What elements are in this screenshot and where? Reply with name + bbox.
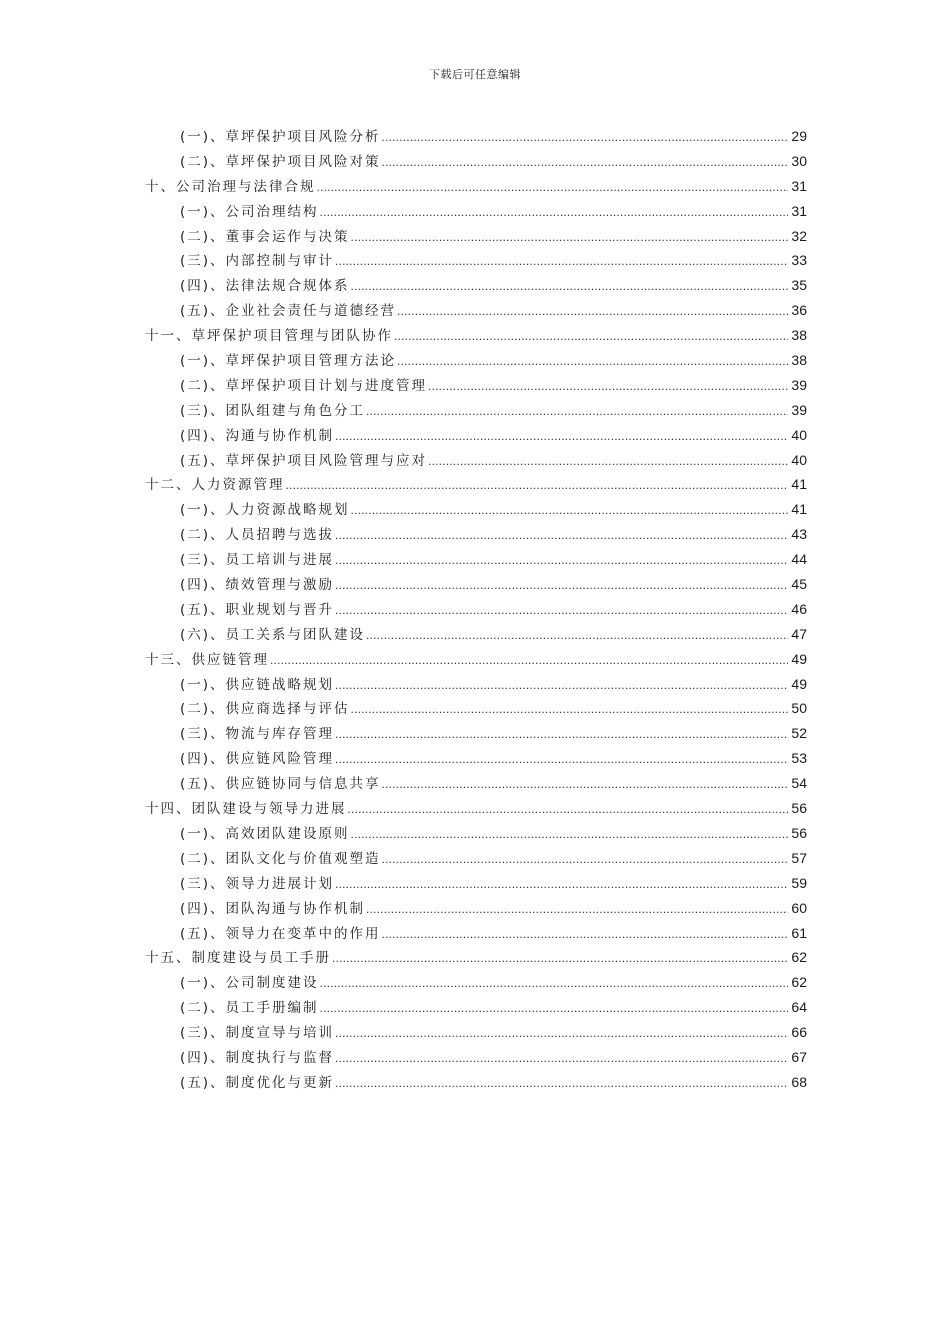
toc-entry-title: 十一、草坪保护项目管理与团队协作 bbox=[145, 328, 393, 345]
toc-page-number: 68 bbox=[791, 1073, 807, 1090]
toc-section-entry[interactable] bbox=[145, 1070, 807, 1095]
toc-page-number: 62 bbox=[791, 974, 807, 991]
toc-dot-leader bbox=[332, 946, 788, 971]
toc-dot-leader bbox=[335, 673, 788, 698]
toc-page-number: 41 bbox=[791, 476, 807, 493]
toc-page-number: 30 bbox=[791, 152, 807, 169]
toc-dot-leader bbox=[317, 175, 789, 200]
toc-entry-title: (二)、员工手册编制 bbox=[180, 1000, 319, 1017]
toc-page-number: 40 bbox=[791, 451, 807, 468]
toc-dot-leader bbox=[335, 1071, 788, 1096]
table-of-contents bbox=[145, 124, 807, 1095]
toc-dot-leader bbox=[320, 200, 788, 225]
toc-page-number: 66 bbox=[791, 1024, 807, 1041]
toc-page-number: 33 bbox=[791, 252, 807, 269]
toc-section-entry[interactable] bbox=[145, 672, 807, 697]
toc-page-number: 49 bbox=[791, 650, 807, 667]
toc-dot-leader bbox=[335, 1046, 788, 1071]
toc-section-entry[interactable] bbox=[145, 1045, 807, 1070]
toc-page-number: 47 bbox=[791, 625, 807, 642]
toc-dot-leader bbox=[382, 125, 788, 150]
toc-page-number: 50 bbox=[791, 700, 807, 717]
toc-section-entry[interactable] bbox=[145, 970, 807, 995]
toc-dot-leader bbox=[366, 897, 788, 922]
toc-dot-leader bbox=[335, 872, 788, 897]
toc-dot-leader bbox=[335, 598, 788, 623]
toc-dot-leader bbox=[335, 722, 788, 747]
toc-dot-leader bbox=[394, 324, 788, 349]
toc-entry-title: 十四、团队建设与领导力进展 bbox=[145, 801, 347, 818]
toc-dot-leader bbox=[320, 996, 788, 1021]
toc-dot-leader bbox=[382, 922, 788, 947]
toc-entry-title: (一)、人力资源战略规划 bbox=[180, 502, 350, 519]
toc-section-entry[interactable] bbox=[145, 448, 807, 473]
toc-entry-title: (五)、职业规划与晋升 bbox=[180, 601, 335, 618]
toc-entry-title: (四)、制度执行与监督 bbox=[180, 1049, 335, 1066]
toc-entry-title: (五)、制度优化与更新 bbox=[180, 1074, 335, 1091]
toc-page-number: 31 bbox=[791, 177, 807, 194]
toc-page-number: 46 bbox=[791, 600, 807, 617]
toc-page-number: 52 bbox=[791, 725, 807, 742]
toc-dot-leader bbox=[335, 249, 788, 274]
toc-section-entry[interactable] bbox=[145, 622, 807, 647]
toc-entry-title: (四)、法律法规合规体系 bbox=[180, 278, 350, 295]
toc-entry-title: (五)、供应链协同与信息共享 bbox=[180, 776, 381, 793]
toc-page-number: 32 bbox=[791, 227, 807, 244]
toc-page-number: 39 bbox=[791, 401, 807, 418]
toc-page-number: 60 bbox=[791, 899, 807, 916]
toc-dot-leader bbox=[428, 374, 788, 399]
toc-entry-title: (三)、领导力进展计划 bbox=[180, 875, 335, 892]
toc-entry-title: (四)、沟通与协作机制 bbox=[180, 427, 335, 444]
toc-page-number: 35 bbox=[791, 277, 807, 294]
toc-section-entry[interactable] bbox=[145, 522, 807, 547]
toc-dot-leader bbox=[382, 150, 788, 175]
toc-section-entry[interactable] bbox=[145, 746, 807, 771]
toc-section-entry[interactable] bbox=[145, 124, 807, 149]
toc-entry-title: (一)、高效团队建设原则 bbox=[180, 825, 350, 842]
toc-page-number: 31 bbox=[791, 202, 807, 219]
toc-chapter-entry[interactable] bbox=[145, 647, 807, 672]
toc-page-number: 44 bbox=[791, 551, 807, 568]
toc-dot-leader bbox=[335, 1021, 788, 1046]
toc-dot-leader bbox=[397, 299, 788, 324]
toc-entry-title: (一)、供应链战略规划 bbox=[180, 676, 335, 693]
toc-page-number: 40 bbox=[791, 426, 807, 443]
toc-section-entry[interactable] bbox=[145, 846, 807, 871]
toc-entry-title: 十二、人力资源管理 bbox=[145, 477, 285, 494]
toc-section-entry[interactable] bbox=[145, 224, 807, 249]
toc-section-entry[interactable] bbox=[145, 572, 807, 597]
toc-section-entry[interactable] bbox=[145, 273, 807, 298]
toc-page-number: 67 bbox=[791, 1048, 807, 1065]
toc-entry-title: (一)、公司治理结构 bbox=[180, 203, 319, 220]
toc-page-number: 56 bbox=[791, 800, 807, 817]
toc-dot-leader bbox=[351, 697, 788, 722]
toc-entry-title: (三)、员工培训与进展 bbox=[180, 552, 335, 569]
toc-page-number: 57 bbox=[791, 849, 807, 866]
toc-chapter-entry[interactable] bbox=[145, 945, 807, 970]
toc-entry-title: (五)、草坪保护项目风险管理与应对 bbox=[180, 452, 428, 469]
toc-page-number: 64 bbox=[791, 999, 807, 1016]
toc-dot-leader bbox=[366, 623, 788, 648]
toc-dot-leader bbox=[335, 548, 788, 573]
toc-section-entry[interactable] bbox=[145, 348, 807, 373]
toc-page-number: 45 bbox=[791, 576, 807, 593]
toc-entry-title: (一)、草坪保护项目管理方法论 bbox=[180, 353, 397, 370]
toc-entry-title: (一)、草坪保护项目风险分析 bbox=[180, 129, 381, 145]
toc-entry-title: (二)、供应商选择与评估 bbox=[180, 701, 350, 718]
toc-page-number: 43 bbox=[791, 526, 807, 543]
toc-entry-title: (四)、绩效管理与激励 bbox=[180, 577, 335, 594]
toc-dot-leader bbox=[320, 971, 788, 996]
toc-dot-leader bbox=[351, 822, 788, 847]
toc-chapter-entry[interactable] bbox=[145, 796, 807, 821]
toc-section-entry[interactable] bbox=[145, 921, 807, 946]
toc-entry-title: (五)、企业社会责任与道德经营 bbox=[180, 303, 397, 320]
toc-entry-title: (四)、团队沟通与协作机制 bbox=[180, 900, 366, 917]
toc-dot-leader bbox=[382, 772, 788, 797]
toc-entry-title: (三)、团队组建与角色分工 bbox=[180, 402, 366, 419]
toc-page-number: 29 bbox=[791, 128, 807, 144]
toc-section-entry[interactable] bbox=[145, 373, 807, 398]
toc-entry-title: (三)、内部控制与审计 bbox=[180, 253, 335, 270]
toc-section-entry[interactable] bbox=[145, 696, 807, 721]
toc-section-entry[interactable] bbox=[145, 423, 807, 448]
toc-section-entry[interactable] bbox=[145, 199, 807, 224]
toc-section-entry[interactable] bbox=[145, 896, 807, 921]
toc-entry-title: (三)、物流与库存管理 bbox=[180, 726, 335, 743]
toc-dot-leader bbox=[351, 274, 788, 299]
toc-section-entry[interactable] bbox=[145, 721, 807, 746]
toc-page-number: 62 bbox=[791, 949, 807, 966]
toc-entry-title: (六)、员工关系与团队建设 bbox=[180, 626, 366, 643]
toc-entry-title: (二)、人员招聘与选拔 bbox=[180, 527, 335, 544]
toc-section-entry[interactable] bbox=[145, 149, 807, 174]
toc-section-entry[interactable] bbox=[145, 1020, 807, 1045]
toc-section-entry[interactable] bbox=[145, 597, 807, 622]
toc-page-number: 61 bbox=[791, 924, 807, 941]
toc-section-entry[interactable] bbox=[145, 821, 807, 846]
toc-section-entry[interactable] bbox=[145, 771, 807, 796]
toc-page-number: 49 bbox=[791, 675, 807, 692]
toc-page-number: 41 bbox=[791, 501, 807, 518]
toc-dot-leader bbox=[335, 573, 788, 598]
toc-page-number: 54 bbox=[791, 775, 807, 792]
toc-entry-title: 十、公司治理与法律合规 bbox=[145, 178, 316, 195]
toc-section-entry[interactable] bbox=[145, 547, 807, 572]
toc-entry-title: (二)、团队文化与价值观塑造 bbox=[180, 850, 381, 867]
toc-dot-leader bbox=[351, 225, 788, 250]
toc-section-entry[interactable] bbox=[145, 995, 807, 1020]
toc-section-entry[interactable] bbox=[145, 248, 807, 273]
toc-chapter-entry[interactable] bbox=[145, 472, 807, 497]
toc-section-entry[interactable] bbox=[145, 497, 807, 522]
toc-page-number: 36 bbox=[791, 302, 807, 319]
toc-page-number: 53 bbox=[791, 750, 807, 767]
toc-dot-leader bbox=[335, 747, 788, 772]
toc-entry-title: (三)、制度宣导与培训 bbox=[180, 1025, 335, 1042]
toc-entry-title: (四)、供应链风险管理 bbox=[180, 751, 335, 768]
toc-dot-leader bbox=[348, 797, 789, 822]
toc-dot-leader bbox=[351, 498, 788, 523]
toc-page-number: 39 bbox=[791, 376, 807, 393]
toc-entry-title: (二)、董事会运作与决策 bbox=[180, 228, 350, 245]
toc-dot-leader bbox=[286, 473, 789, 498]
toc-dot-leader bbox=[382, 847, 788, 872]
toc-page-number: 38 bbox=[791, 352, 807, 369]
toc-section-entry[interactable] bbox=[145, 398, 807, 423]
toc-entry-title: 十三、供应链管理 bbox=[145, 651, 269, 668]
page-header: 下载后可任意编辑 bbox=[429, 68, 521, 81]
toc-dot-leader bbox=[397, 349, 788, 374]
toc-entry-title: (一)、公司制度建设 bbox=[180, 975, 319, 992]
toc-entry-title: 十五、制度建设与员工手册 bbox=[145, 950, 331, 967]
toc-dot-leader bbox=[366, 399, 788, 424]
toc-section-entry[interactable] bbox=[145, 298, 807, 323]
toc-page-number: 38 bbox=[791, 327, 807, 344]
toc-chapter-entry[interactable] bbox=[145, 174, 807, 199]
toc-dot-leader bbox=[335, 523, 788, 548]
toc-page-number: 56 bbox=[791, 824, 807, 841]
toc-entry-title: (二)、草坪保护项目计划与进度管理 bbox=[180, 377, 428, 394]
toc-dot-leader bbox=[428, 449, 788, 474]
toc-entry-title: (五)、领导力在变革中的作用 bbox=[180, 925, 381, 942]
toc-dot-leader bbox=[335, 424, 788, 449]
toc-dot-leader bbox=[270, 648, 788, 673]
toc-section-entry[interactable] bbox=[145, 871, 807, 896]
toc-chapter-entry[interactable] bbox=[145, 323, 807, 348]
toc-page-number: 59 bbox=[791, 874, 807, 891]
toc-entry-title: (二)、草坪保护项目风险对策 bbox=[180, 153, 381, 170]
